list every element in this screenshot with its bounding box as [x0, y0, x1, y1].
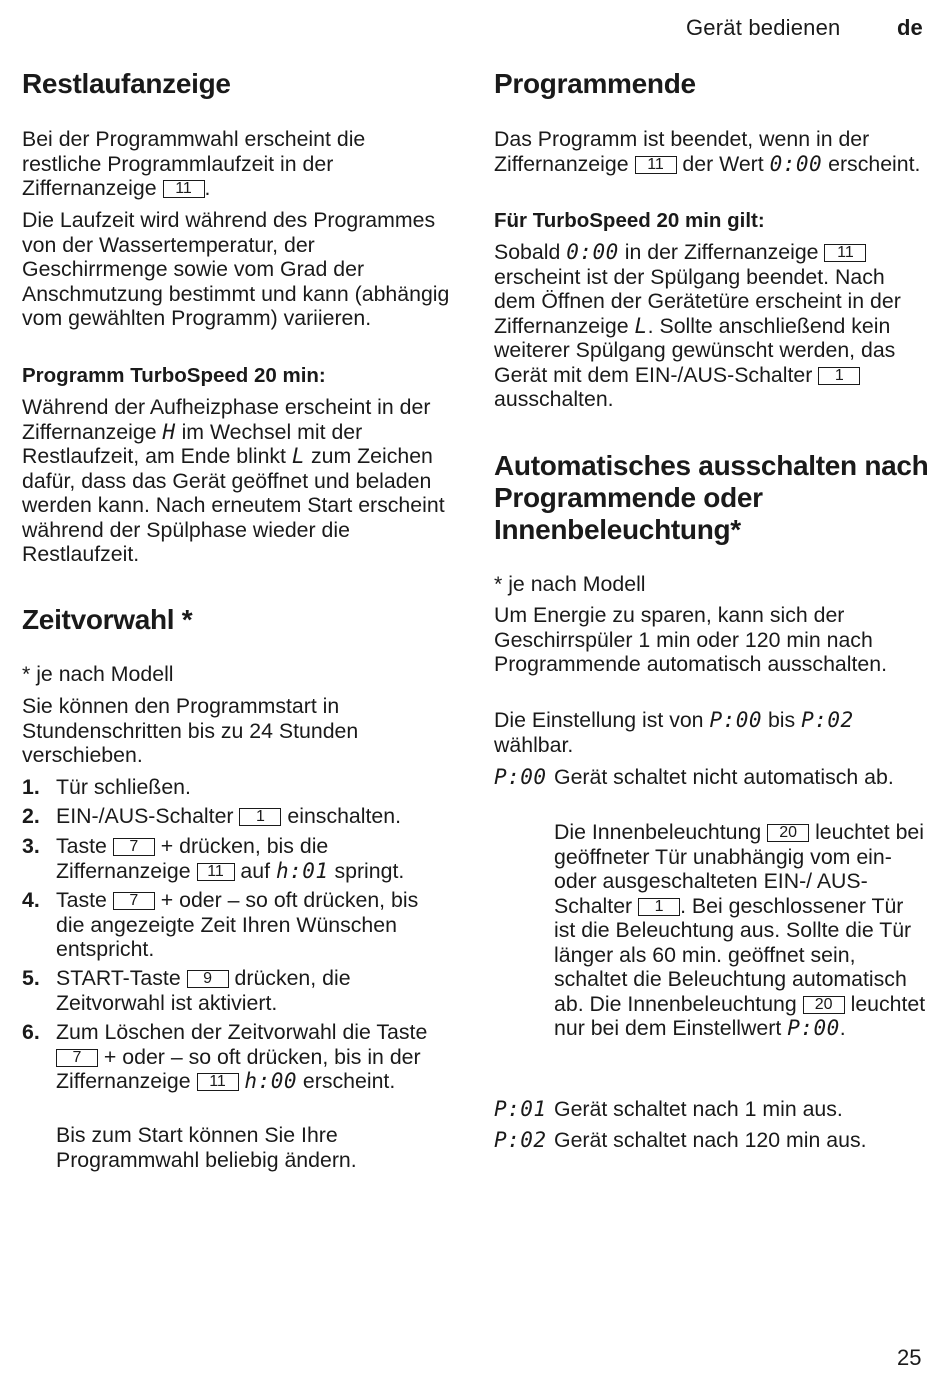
key-7: 7	[113, 838, 155, 856]
lcd-symbol-l: L	[634, 313, 648, 338]
step-1: 1. Tür schließen.	[22, 775, 191, 799]
step-2: 2. EIN-/AUS-Schalter 1 einschalten.	[22, 804, 402, 828]
lcd-value-p00: P:00	[787, 1016, 840, 1040]
key-11: 11	[197, 863, 235, 881]
lcd-value-p01: P:01	[494, 1097, 547, 1121]
lcd-value-p00: P:00	[709, 708, 763, 732]
auto-paragraph-2: Die Einstellung ist von P:00 bis P:02 wählbar.	[494, 708, 854, 757]
lcd-value-000: 0:00	[566, 240, 619, 264]
turbospeed-subheading: Programm TurboSpeed 20 min:	[22, 364, 326, 387]
step-4: 4. Taste 7 + oder – so oft drücken, bis die angezeigte Zeit Ihren Wünschen entspricht.	[22, 888, 419, 961]
lcd-value-p02: P:02	[801, 708, 854, 732]
programmende-heading: Programmende	[494, 68, 696, 99]
turbospeed-gilt-subheading: Für TurboSpeed 20 min gilt:	[494, 209, 765, 232]
key-1: 1	[818, 367, 860, 385]
setting-p01: P:01 Gerät schaltet nach 1 min aus.	[494, 1097, 843, 1121]
restlauf-paragraph-1: Bei der Programmwahl erscheint die restliche Programmlaufzeit in der Ziffernanzeige 11 .	[22, 127, 366, 200]
auto-off-heading: Automatisches ausschalten nach Programmende oder Innenbeleuchtung*	[494, 450, 929, 545]
restlauf-paragraph-3: Während der Aufheizphase erscheint in der Ziffernanzeige H im Wechsel mit der Restlaufzeit, am Ende blinkt L zum Zeichen dafür, dass das Gerät geöffnet und beladen werden kann. Nach erneutem Start erscheint während der Spülphase wieder die Restlaufzeit.	[22, 395, 445, 566]
lcd-value-h01: h:01	[275, 858, 329, 883]
auto-paragraph-1: Um Energie zu sparen, kann sich der Geschirrspüler 1 min oder 120 min nach Programmende automatisch ausschalten.	[494, 603, 888, 676]
lcd-value-p02: P:02	[494, 1128, 547, 1152]
programmende-paragraph-2: Sobald 0:00 in der Ziffernanzeige 11 erscheint ist der Spülgang beendet. Nach dem Öffnen der Gerätetüre erscheint in der Ziffernanzeige L. Sollte anschließend kein weiterer Spülgang gewünscht werden, das Gerät mit dem EIN-/AUS-Schalter 1 ausschalten.	[494, 240, 901, 411]
zeitvorwahl-closing: Bis zum Start können Sie Ihre Programmwahl beliebig ändern.	[56, 1123, 357, 1172]
key-20: 20	[767, 824, 809, 842]
language-code: de	[897, 15, 923, 40]
step-3: 3. Taste 7 + drücken, bis die Ziffernanzeige 11 auf h:01 springt.	[22, 834, 405, 883]
lcd-symbol-l: L	[291, 444, 306, 468]
auto-footnote: * je nach Modell	[494, 572, 646, 596]
key-1: 1	[239, 808, 281, 826]
key-9: 9	[187, 970, 229, 988]
lcd-value-000: 0:00	[769, 151, 823, 176]
restlauf-paragraph-2: Die Laufzeit wird während des Programmes von der Wassertemperatur, der Geschirrmenge sowie vom Grad der Anschmutzung bestimmt und kann (abhängig vom gewählten Programm) variieren.	[22, 208, 450, 330]
key-7: 7	[113, 892, 155, 910]
page-number: 25	[897, 1345, 922, 1370]
zeitvorwahl-footnote: * je nach Modell	[22, 662, 174, 686]
zeitvorwahl-intro: Sie können den Programmstart in Stundenschritten bis zu 24 Stunden verschieben.	[22, 694, 359, 767]
key-1: 1	[638, 898, 680, 916]
key-11: 11	[163, 180, 205, 198]
lcd-value-h00: h:00	[244, 1069, 297, 1093]
key-11: 11	[635, 156, 677, 174]
running-header: Gerät bedienen	[686, 15, 841, 40]
step-6: 6. Zum Löschen der Zeitvorwahl die Taste 7 + oder – so oft drücken, bis in der Ziffernanzeige 11 h:00 erscheint.	[22, 1020, 428, 1093]
programmende-paragraph-1: Das Programm ist beendet, wenn in der Ziffernanzeige 11 der Wert 0:00 erscheint.	[494, 127, 921, 176]
step-5: 5. START-Taste 9 drücken, die Zeitvorwahl ist aktiviert.	[22, 966, 351, 1015]
zeitvorwahl-heading: Zeitvorwahl *	[22, 604, 193, 635]
key-11: 11	[197, 1073, 239, 1091]
innenbeleuchtung-description: Die Innenbeleuchtung 20 leuchtet bei geöffneter Tür unabhängig vom ein- oder ausgeschalteten EIN-/ AUS-Schalter 1 . Bei geschlossener Tür ist die Beleuchtung aus. Sollte die Tür länger als 60 min. geöffnet sein, schaltet die Beleuchtung automatisch ab. Die Innenbeleuchtung 20 leuchtet nur bei dem Einstellwert P:00.	[554, 820, 926, 1040]
restlaufanzeige-heading: Restlaufanzeige	[22, 68, 231, 99]
setting-p00: P:00 Gerät schaltet nicht automatisch ab.	[494, 765, 894, 789]
lcd-value-p00: P:00	[494, 765, 547, 789]
key-11: 11	[824, 244, 866, 262]
key-20: 20	[803, 996, 845, 1014]
lcd-symbol-h: H	[162, 419, 176, 444]
setting-p02: P:02 Gerät schaltet nach 120 min aus.	[494, 1128, 867, 1152]
key-7: 7	[56, 1049, 98, 1067]
